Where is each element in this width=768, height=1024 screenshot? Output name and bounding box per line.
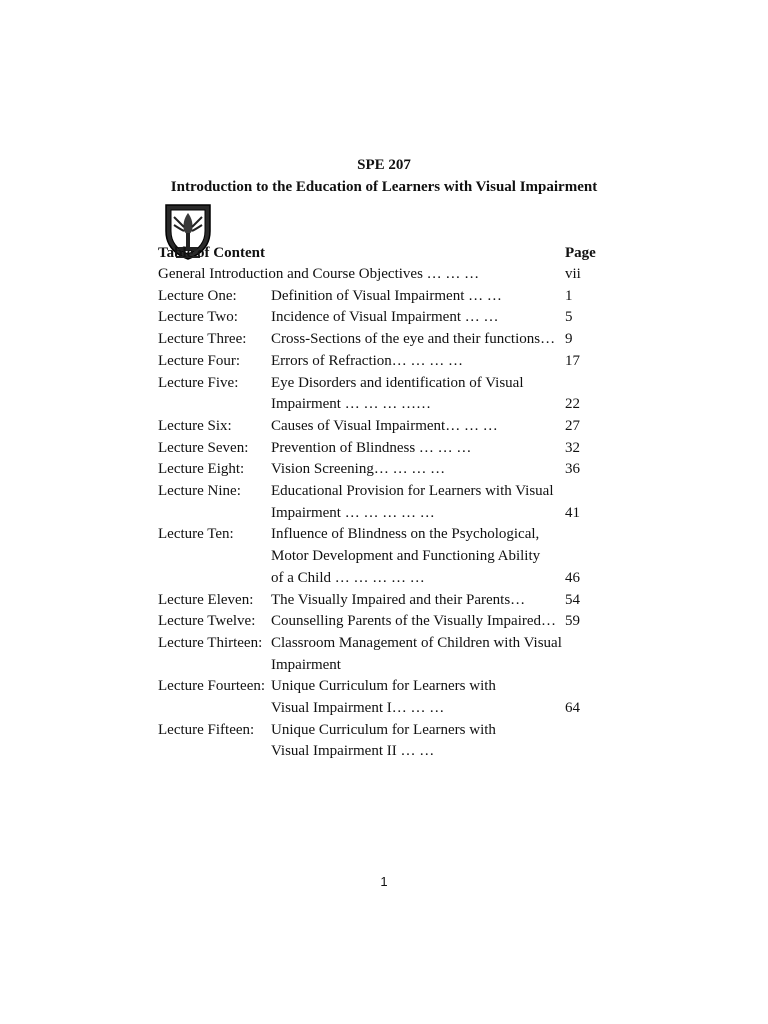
toc-entry-lecture: Lecture Five: (158, 374, 239, 391)
toc-entry-lecture: Lecture Eight: (158, 461, 245, 478)
toc-entry-page: 41 (565, 504, 580, 521)
toc-entry (0, 288, 768, 310)
toc-entry-page: 9 (565, 331, 573, 348)
toc-entry-title: Eye Disorders and identification of Visual (271, 374, 524, 391)
toc-entry (0, 266, 768, 288)
toc-entry-title: Unique Curriculum for Learners with (271, 721, 496, 738)
toc-entry (0, 483, 768, 505)
toc-heading: Table of Content (158, 245, 265, 261)
toc-entry (0, 526, 768, 548)
toc-entry-title: Counselling Parents of the Visually Impaired… (271, 613, 557, 630)
toc-entry-title: Definition of Visual Impairment … … (271, 287, 502, 304)
toc-entry (0, 657, 768, 679)
toc-entry (0, 353, 768, 375)
toc-entry (0, 505, 768, 527)
toc-entry-lecture: Lecture One: (158, 287, 237, 304)
page-column-heading: Page (565, 245, 596, 261)
toc-entry (0, 461, 768, 483)
toc-entry-title: Motor Development and Functioning Ability (271, 548, 541, 565)
toc-entry (0, 743, 768, 765)
toc-entry-title: Cross-Sections of the eye and their functions… (271, 331, 556, 348)
toc-entry-lecture: Lecture Fifteen: (158, 721, 255, 738)
toc-entry-lecture: Lecture Three: (158, 331, 247, 348)
toc-entry-title: Educational Provision for Learners with Visual (271, 483, 554, 499)
toc-entry-title: Incidence of Visual Impairment … … (271, 309, 499, 326)
toc-entry-page: 27 (565, 417, 580, 434)
toc-entry-title: General Introduction and Course Objectives … … … (158, 266, 480, 282)
toc-entry-lecture: Lecture Twelve: (158, 613, 256, 630)
toc-entry-lecture: Lecture Ten: (158, 526, 234, 543)
course-title: Introduction to the Education of Learners with Visual Impairment (170, 179, 598, 195)
toc-entry (0, 678, 768, 700)
toc-entry-title: Influence of Blindness on the Psychological, (271, 526, 540, 543)
toc-entry (0, 722, 768, 744)
toc-entry-page: 32 (565, 439, 580, 456)
toc-entry-lecture: Lecture Four: (158, 352, 241, 369)
toc-entry-title: Errors of Refraction… … … … (271, 352, 464, 369)
toc-entry (0, 613, 768, 635)
toc-entry-lecture: Lecture Two: (158, 309, 238, 326)
toc-entry-title: The Visually Impaired and their Parents… (271, 591, 526, 608)
toc-entry (0, 700, 768, 722)
toc-entry-lecture: Lecture Fourteen: (158, 678, 266, 695)
page-number: 1 (380, 874, 388, 889)
toc-entry-lecture: Lecture Six: (158, 417, 232, 434)
toc-entry-title: Visual Impairment I… … … (271, 700, 445, 716)
toc-entry-title: Impairment … … … … … (271, 504, 435, 521)
toc-entry-title: Impairment (271, 656, 341, 673)
toc-entry-page: 5 (565, 309, 573, 326)
toc-entry-page: 22 (565, 396, 580, 413)
toc-entry-lecture: Lecture Nine: (158, 483, 241, 499)
toc-entry (0, 592, 768, 614)
toc-entry-page: 54 (565, 591, 580, 608)
toc-entry-title: Vision Screening… … … … (271, 461, 446, 478)
toc-entry-lecture: Lecture Thirteen: (158, 634, 263, 651)
toc-entry-title: Prevention of Blindness … … … (271, 439, 472, 456)
toc-entry-page: 17 (565, 352, 580, 369)
toc-entry-title: Unique Curriculum for Learners with (271, 678, 496, 695)
toc-entry-title: of a Child … … … … … (271, 569, 425, 586)
toc-entry-title: Classroom Management of Children with Visual (271, 634, 562, 651)
toc-entry-page: 36 (565, 461, 580, 478)
toc-entry (0, 309, 768, 331)
toc-entry-page: 1 (565, 287, 573, 304)
toc-entry-page: 59 (565, 613, 580, 630)
toc-entry (0, 570, 768, 592)
toc-entry (0, 440, 768, 462)
toc-entry-title: Impairment … … … …… (271, 396, 431, 413)
toc-entry-page: vii (565, 266, 581, 282)
toc-entry-title: Visual Impairment II … … (271, 743, 435, 760)
toc-entry (0, 396, 768, 418)
course-code: SPE 207 (357, 157, 411, 173)
toc-entry-page: 46 (565, 569, 580, 586)
toc-entry (0, 635, 768, 657)
toc-entry (0, 375, 768, 397)
toc-entry-lecture: Lecture Seven: (158, 439, 249, 456)
toc-entry-lecture: Lecture Eleven: (158, 591, 254, 608)
toc-entry (0, 548, 768, 570)
toc-entry-title: Causes of Visual Impairment… … … (271, 417, 498, 434)
toc-entry (0, 418, 768, 440)
toc-entry (0, 331, 768, 353)
toc-entry-page: 64 (565, 700, 580, 716)
